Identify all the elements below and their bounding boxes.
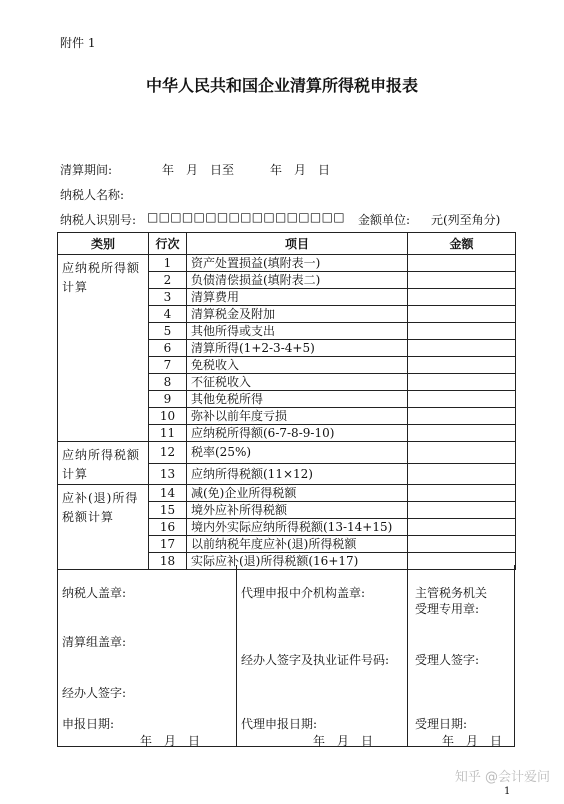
amount-cell[interactable] [408,442,516,464]
divider [407,565,408,746]
unit-label: 金额单位: [358,213,411,227]
item-cell: 弥补以前年度亏损 [187,408,408,425]
row-number-cell: 6 [149,340,187,357]
amount-cell[interactable] [408,425,516,442]
item-cell: 其他免税所得 [187,391,408,408]
amount-cell[interactable] [408,502,516,519]
item-cell: 以前纳税年度应补(退)所得税额 [187,536,408,553]
page-number: 1 [504,786,511,797]
header-amount: 金额 [408,233,516,255]
header-category: 类别 [58,233,149,255]
amount-cell[interactable] [408,485,516,502]
table-header-row [58,233,516,255]
row-number-cell: 15 [149,502,187,519]
row-number-cell: 17 [149,536,187,553]
item-cell: 资产处置损益(填附表一) [187,255,408,272]
item-cell: 清算所得(1+2-3-4+5) [187,340,408,357]
row-number-cell: 2 [149,272,187,289]
amount-cell[interactable] [408,357,516,374]
item-cell: 不征税收入 [187,374,408,391]
amount-cell[interactable] [408,289,516,306]
table-row [58,255,516,272]
agent-seal-label: 代理申报中介机构盖章: [241,586,366,600]
row-number-cell: 12 [149,442,187,464]
item-cell: 其他所得或支出 [187,323,408,340]
agent-date-label: 代理申报日期: [241,717,318,731]
receiver-sign-label: 受理人签字: [415,653,480,667]
item-cell: 免税收入 [187,357,408,374]
table-row [58,442,516,464]
amount-cell[interactable] [408,408,516,425]
attachment-label: 附件 1 [60,36,96,50]
amount-cell[interactable] [408,374,516,391]
taxpayer-id-label: 纳税人识别号: [60,213,137,227]
header-row-number: 行次 [149,233,187,255]
receive-date-ymd: 年 月 日 [442,734,503,748]
row-number-cell: 4 [149,306,187,323]
row-number-cell: 5 [149,323,187,340]
item-cell: 税率(25%) [187,442,408,464]
signature-section [57,565,515,747]
category-cell: 应纳税所得额计算 [58,255,149,442]
header-item: 项目 [187,233,408,255]
amount-cell[interactable] [408,391,516,408]
period-label: 清算期间: [60,163,113,177]
amount-cell[interactable] [408,255,516,272]
handler-sign-label: 经办人签字: [62,686,127,700]
item-cell: 境外应补所得税额 [187,502,408,519]
agent-handler-label: 经办人签字及执业证件号码: [241,653,390,667]
amount-cell[interactable] [408,323,516,340]
row-number-cell: 11 [149,425,187,442]
category-cell: 应补(退)所得税额计算 [58,485,149,570]
row-number-cell: 1 [149,255,187,272]
amount-cell[interactable] [408,463,516,485]
taxpayer-seal-label: 纳税人盖章: [62,586,127,600]
item-cell: 减(免)企业所得税额 [187,485,408,502]
period-date-template: 年 月 日至 年 月 日 [162,163,331,177]
item-cell: 实际应补(退)所得税额(16+17) [187,553,408,570]
item-cell: 清算税金及附加 [187,306,408,323]
row-number-cell: 16 [149,519,187,536]
table-row [58,485,516,502]
amount-cell[interactable] [408,306,516,323]
form-title: 中华人民共和国企业清算所得税申报表 [145,76,418,95]
unit-value: 元(列至角分) [431,213,501,227]
receive-date-label: 受理日期: [415,717,468,731]
declare-date-label: 申报日期: [62,717,115,731]
taxpayer-id-boxes: □□□□□□□□□□□□□□□□□ [147,210,345,224]
item-cell: 应纳所得税额(11×12) [187,463,408,485]
authority-label: 主管税务机关 [415,586,488,600]
item-cell: 境内外实际应纳所得税额(13-14+15) [187,519,408,536]
row-number-cell: 7 [149,357,187,374]
taxpayer-name-label: 纳税人名称: [60,188,125,202]
row-number-cell: 14 [149,485,187,502]
category-cell: 应纳所得税额计算 [58,442,149,485]
divider [236,565,237,746]
amount-cell[interactable] [408,519,516,536]
declare-date-ymd: 年 月 日 [140,734,201,748]
amount-cell[interactable] [408,536,516,553]
row-number-cell: 10 [149,408,187,425]
watermark: 知乎 @会计爱问 [454,770,550,785]
declaration-table [57,232,516,570]
amount-cell[interactable] [408,340,516,357]
item-cell: 清算费用 [187,289,408,306]
liquidation-seal-label: 清算组盖章: [62,635,127,649]
row-number-cell: 9 [149,391,187,408]
item-cell: 应纳税所得额(6-7-8-9-10) [187,425,408,442]
row-number-cell: 18 [149,553,187,570]
row-number-cell: 8 [149,374,187,391]
row-number-cell: 13 [149,463,187,485]
agent-date-ymd: 年 月 日 [313,734,374,748]
amount-cell[interactable] [408,272,516,289]
row-number-cell: 3 [149,289,187,306]
item-cell: 负债清偿损益(填附表二) [187,272,408,289]
authority-seal-label: 受理专用章: [415,602,480,616]
